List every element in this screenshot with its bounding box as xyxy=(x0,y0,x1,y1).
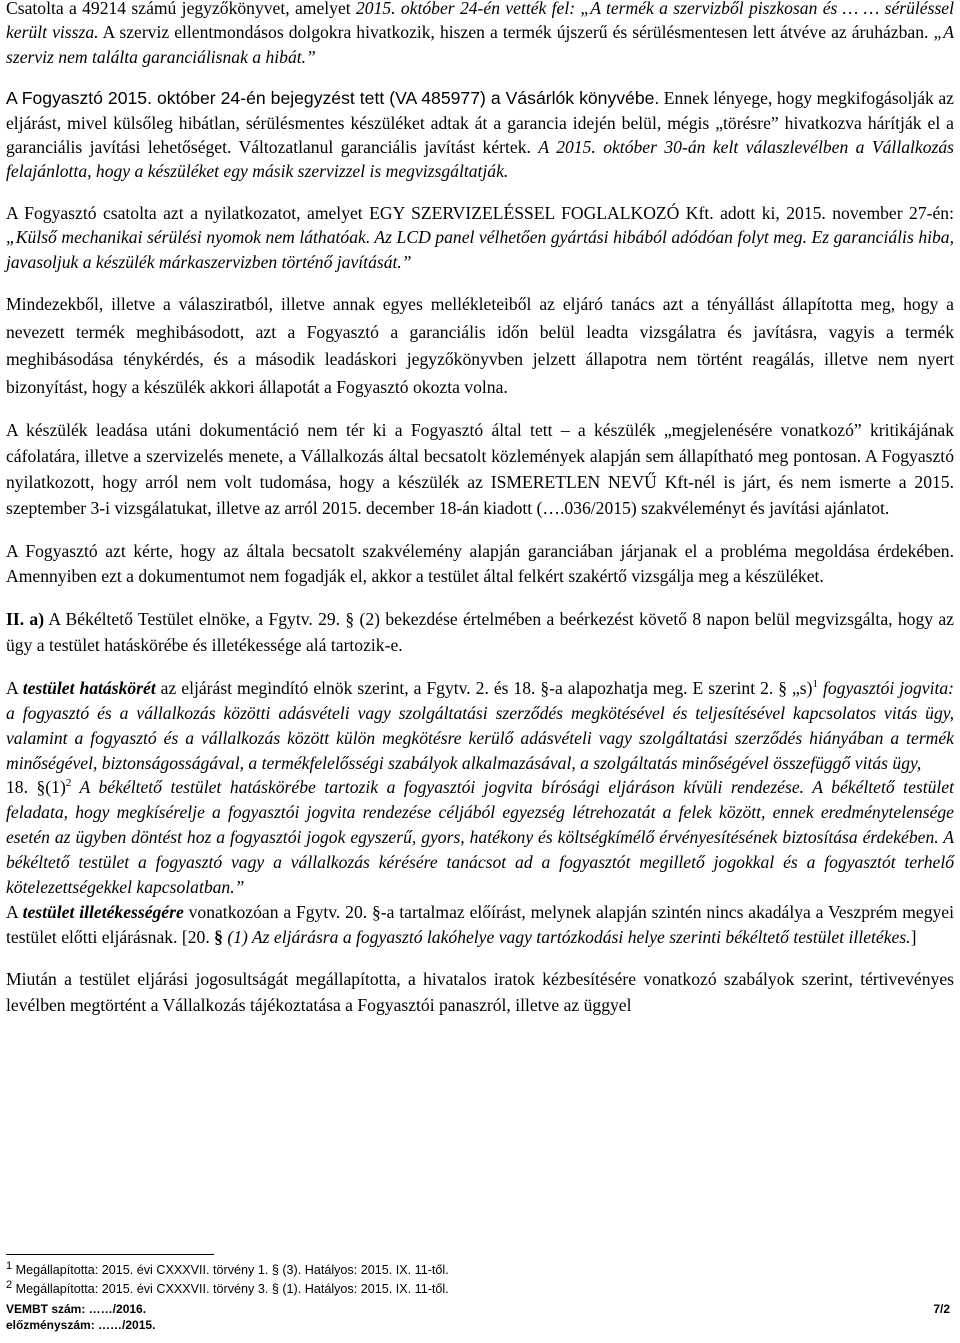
paragraph-3 xyxy=(6,201,954,274)
paragraph-5: A készülék leadása utáni dokumentáció nem tér ki a Fogyasztó által tett – a készülék „megjelenésére vonatkozó” kritikájának cáfolatára, illetve a szervizelés menete, a Vállalkozás által becsatolt közlemények alapján sem állapítható meg pontosan. A Fogyasztó nyilatkozott, hogy arról nem volt tudomása, hogy a készülék az ISMERETLEN NEVŰ Kft-nél is járt, és nem ismerte a 2015. szeptember 3-i vizsgálatukat, illetve az arról 2015. december 18-án kiadott (….036/2015) szakvéleményt és javítási ajánlatot. xyxy=(6,420,954,518)
footnote-ref-1[interactable]: 1 xyxy=(812,677,818,690)
footnote-1-number: 1 xyxy=(6,1259,13,1272)
p8-quote-1: fogyasztói jogvita: a fogyasztó és a vállalkozás közötti adásvételi vagy szolgáltatási szerződés megkötésével és teljesítésével kapcsolatos vitás ügy, valamint a fogyasztó és a vállalkozás között külön megkötésre kerülő adásvételi vagy szolgáltatási szerződés hiányában a termék minőségével, biztonságosságával, a termékfelelősségi szabályok alkalmazásával, a szolgáltatás minőségével összefüggő vitás ügy, xyxy=(6,677,954,773)
p1-text-2: A szerviz ellentmondásos dolgokra hivatkozik, hiszen a termék újszerű és sérülésmentesen lett átvéve az áruházban. xyxy=(98,22,934,43)
paragraph-4: Mindezekből, illetve a válasziratból, illetve annak egyes mellékleteiből az eljáró tanács azt a tényállást állapította meg, hogy a nevezett termék meghibásodott, azt a Fogyasztó a garanciális időn belül leadta vizsgálatra és javításra, vagyis a termék meghibásodása ténykérdés, és a második leadáskori jegyzőkönyvben jelzett állapotra nem történt reagálás, illetve nem nyert bizonyítást, hogy a készülék akkori állapotát a Fogyasztó okozta volna. xyxy=(6,294,954,397)
footer-previous-number: előzményszám: ……/2015. xyxy=(6,1318,156,1332)
footnotes xyxy=(6,1261,954,1299)
p2-italic: A 2015. október 30-án kelt válaszlevélben a Vállalkozás felajánlotta, hogy a készüléket egy másik szervizzel is megvizsgáltatják. xyxy=(6,137,954,182)
paragraph-7 xyxy=(6,607,954,659)
p1-text: Csatolta a 49214 számú jegyzőkönyvet, amelyet xyxy=(6,0,356,18)
document-page xyxy=(6,0,954,1343)
p2-sans: A Fogyasztó 2015. október 24-én bejegyzést tett (VA 485977) a Vásárlók könyvébe. xyxy=(6,88,660,109)
section-heading: II. a) xyxy=(6,609,45,630)
p8-text-3: 18. §(1) xyxy=(6,777,66,798)
p8-quote-2: A békéltető testület hatáskörébe tartozik a fogyasztói jogvita bírósági eljáráson kívüli rendezése. A békéltető testület feladata, hogy megkísérelje a fogyasztói jogvita rendezése céljából egyezség létrehozatát a felek között, ennek eredménytelensége esetén az ügyben döntést hoz a fogyasztói jogok egyszerű, gyors, hatékony és költségkímélő érvényesítésének biztosítása érdekében. A békéltető testület a fogyasztó vagy a vállalkozás kérésére tanácsot ad a fogyasztót megillető jogokkal és a fogyasztót terhelő kötelezettségekkel kapcsolatban.” xyxy=(6,777,955,898)
p3-italic: „Külső mechanikai sérülési nyomok nem láthatóak. Az LCD panel vélhetően gyártási hibából adódóan folyt meg. Ez garanciális hiba, javasoljuk a készülék márkaszervizben történő javítását.” xyxy=(6,227,954,272)
p8-text-4: A xyxy=(6,901,23,922)
p1-italic-2: „A szerviz nem találta garanciálisnak a hibát.” xyxy=(6,22,954,67)
footnote-1 xyxy=(6,1261,954,1280)
page-footer xyxy=(6,1301,954,1333)
paragraph-2 xyxy=(6,86,954,184)
p8-text-2: az eljárást megindító elnök szerint, a Fgytv. 2. és 18. §-a alapozhatja meg. E szerint 2. § „s) xyxy=(155,677,813,698)
p8-text-6: ] xyxy=(910,926,917,947)
p7-text: A Békéltető Testület elnöke, a Fgytv. 29. § (2) bekezdése értelmében a beérkezést követő 8 napon belül megvizsgálta, hogy az ügy a testület hatáskörébe és illetékessége alá tartozik-e. xyxy=(6,609,954,656)
p8-text-5: vonatkozóan a Fgytv. 20. §-a tartalmaz előírást, melynek alapján szintén nincs akadálya a Veszprém megyei testület előtti eljárásnak. [20. xyxy=(6,901,954,947)
footnote-1-text: Megállapította: 2015. évi CXXXVII. törvény 1. § (3). Hatályos: 2015. IX. 11-től. xyxy=(12,1263,449,1277)
footnote-2-text: Megállapította: 2015. évi CXXXVII. törvény 3. § (1). Hatályos: 2015. IX. 11-től. xyxy=(12,1282,449,1296)
p2-text: Ennek lényege, hogy megkifogásolják az eljárást, mivel külsőleg hibátlan, sérülésmentes készüléket adtak át a garancia idején belül, mégis „törésre” hivatkozva hárítják el a garanciális javítási lehetőséget. Változatlanul garanciális javítást kértek. xyxy=(6,88,954,158)
p8-bold-italic-2: testület illetékességére xyxy=(22,901,184,922)
footnote-2-number: 2 xyxy=(6,1278,13,1291)
paragraph-1 xyxy=(6,0,954,69)
p1-italic: 2015. október 24-én vették fel: „A termék a szervizből piszkosan és … … sérüléssel került vissza. xyxy=(6,0,954,43)
footnote-2 xyxy=(6,1280,954,1299)
p8-quote-3: (1) Az eljárásra a fogyasztó lakóhelye vagy tartózkodási helye szerinti békéltető testület illetékes. xyxy=(222,926,911,947)
footnote-divider xyxy=(6,1254,214,1255)
paragraph-8 xyxy=(6,676,954,950)
footer-case-number: VEMBT szám: ……/2016. xyxy=(6,1302,147,1316)
paragraph-9: Miután a testület eljárási jogosultságát megállapította, a hivatalos iratok kézbesítésére vonatkozó szabályok szerint, tértivevényes levélben megtörtént a Vállalkozás tájékoztatása a Fogyasztói panaszról, illetve az üggyel xyxy=(6,968,954,1015)
p8-bold-italic: testület hatáskörét xyxy=(22,677,156,698)
paragraph-6: A Fogyasztó azt kérte, hogy az általa becsatolt szakvélemény alapján garanciában járjanak el a probléma megoldása érdekében. Amennyiben ezt a dokumentumot nem fogadják el, akkor a testület által felkért szakértő vizsgálja meg a készüléket. xyxy=(6,540,954,587)
page-number: 7/2 xyxy=(933,1302,950,1316)
p8-text: A xyxy=(6,677,23,698)
p3-text: A Fogyasztó csatolta azt a nyilatkozatot, amelyet EGY SZERVIZELÉSSEL FOGLALKOZÓ Kft. adott ki, 2015. november 27-én: xyxy=(6,202,954,223)
p8-bold-section: § xyxy=(214,926,223,947)
footnote-ref-2[interactable]: 2 xyxy=(65,777,72,790)
